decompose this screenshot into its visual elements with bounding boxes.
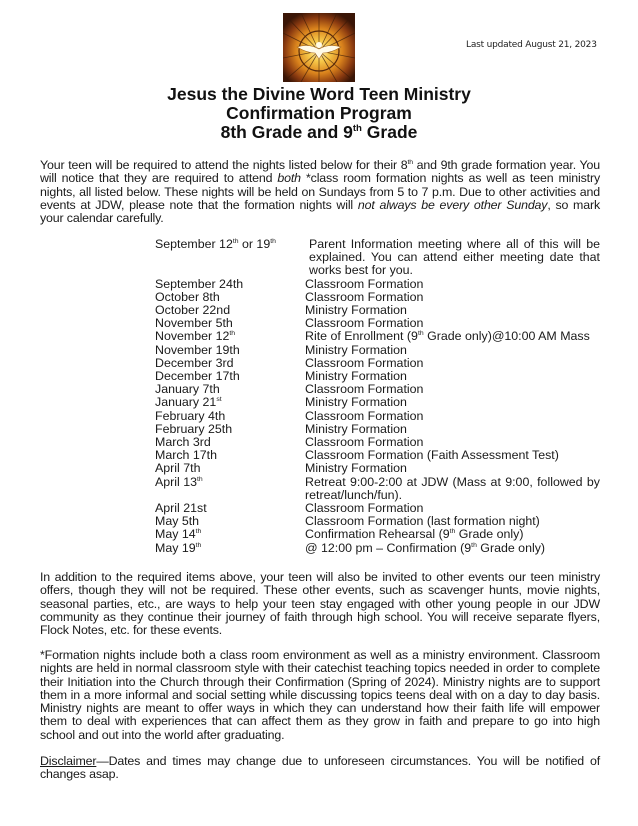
superscript: th [232, 237, 239, 245]
schedule-event [305, 476, 600, 502]
superscript: th [407, 158, 413, 166]
date-text: May 19 [155, 540, 196, 555]
date-text: February 4th [155, 408, 226, 423]
disclaimer-paragraph [40, 755, 600, 782]
event-text: Retreat 9:00-2:00 at JDW (Mass at 9:00, followed by retreat/lunch/fun). [305, 474, 600, 502]
superscript: th [449, 528, 456, 536]
superscript: st [216, 396, 222, 404]
date-text: or 19 [238, 237, 271, 251]
date-text: February 25th [155, 421, 233, 436]
date-text: December 3rd [155, 355, 234, 370]
schedule-list [155, 238, 600, 555]
event-text: Ministry Formation [305, 303, 407, 318]
event-text: Classroom Formation [305, 276, 424, 291]
intro-paragraph [40, 159, 600, 225]
schedule-date [155, 238, 305, 278]
title-ministry: Jesus the Divine Word Teen Ministry [167, 84, 471, 104]
date-text: November 19th [155, 342, 240, 357]
emphasis: not always be every other Sunday [357, 197, 548, 212]
title-grades-text: 8th Grade and 9 [220, 122, 353, 142]
intro-text: , so mark your calendar carefully. [40, 197, 600, 226]
schedule-row [155, 238, 600, 278]
event-text: Confirmation Rehearsal (9 [305, 527, 450, 542]
title-program: Confirmation Program [226, 103, 412, 123]
intro-text: and 9th grade formation year. You will notice that they are required to attend [40, 158, 600, 186]
date-text: May 14 [155, 527, 196, 542]
superscript: th [195, 528, 202, 536]
date-text: September 12 [155, 237, 233, 251]
event-text: Classroom Formation [305, 316, 424, 331]
superscript: th [195, 541, 202, 549]
title-grades-text: Grade [361, 122, 418, 142]
event-text: Classroom Formation [305, 435, 424, 450]
event-text: Ministry Formation [305, 369, 407, 384]
superscript: th [352, 123, 362, 135]
date-text: April 7th [155, 461, 201, 476]
event-text: Rite of Enrollment (9 [305, 329, 418, 344]
event-text: Grade only) [455, 527, 524, 542]
schedule-row [155, 542, 600, 555]
last-updated-date: Last updated August 21, 2023 [466, 40, 597, 50]
schedule-event [305, 542, 600, 555]
title-grades [0, 123, 638, 142]
intro-text: *class room formation nights as well as teen ministry nights, all listed below. These nights will be held on Sundays from 5 to 7 p.m. Due to other activities and events at JDW, please note that the formation nights will [40, 171, 600, 212]
schedule-row [155, 476, 600, 502]
event-text: Classroom Formation [305, 408, 424, 423]
date-text: January 21 [155, 395, 217, 410]
superscript: th [471, 541, 477, 549]
document-title [0, 85, 638, 142]
disclaimer-label: Disclaimer [40, 754, 97, 768]
event-text: Classroom Formation (last formation night) [305, 514, 540, 529]
date-text: November 12 [155, 329, 230, 344]
date-text: September 24th [155, 276, 244, 291]
superscript: th [417, 330, 424, 338]
disclaimer-text: —Dates and times may change due to unforeseen circumstances. You will be notified of changes asap. [40, 754, 600, 782]
superscript: th [197, 475, 203, 483]
additional-events-paragraph: In addition to the required items above, your teen will also be invited to other events our teen ministry offers, though they will not be required. These other events, such as scavenger hunts, movie nights, seasonal parties, etc., are ways to help your teen stay engaged with other young people in our JDW community as they continue their journey of faith through high school. You will receive separate flyers, Flock Notes, etc. for these events. [40, 570, 600, 638]
date-text: December 17th [155, 369, 240, 384]
schedule-event [305, 238, 600, 278]
formation-note-paragraph: *Formation nights include both a class room environment as well as a ministry environment. Classroom nights are held in normal classroom style with their catechist teaching topics needed in order to complete their Initiation into the Church through their Confirmation (Spring of 2024). Ministry nights are to support them in a more informal and social setting while discussing topics teens deal with on a day to day basis. Ministry nights are meant to offer ways in which they can understand how their faith life will empower them to deal with experiences that can affect them as they grow in faith and prepare to go into high school and out into the world after graduating. [40, 648, 600, 742]
event-text: Classroom Formation [305, 382, 424, 397]
event-text: Parent Information meeting where all of this will be explained. You can attend either meeting date that works best for you. [309, 237, 600, 278]
event-text: Classroom Formation [305, 289, 424, 304]
date-text: April 21st [155, 501, 207, 516]
date-text: April 13 [155, 474, 198, 489]
date-text: March 17th [155, 448, 217, 463]
date-text: March 3rd [155, 435, 211, 450]
event-text: Ministry Formation [305, 461, 407, 476]
event-text: Ministry Formation [305, 395, 407, 410]
event-text: @ 12:00 pm – Confirmation (9 [305, 540, 472, 555]
schedule-date [155, 542, 305, 555]
event-text: Classroom Formation (Faith Assessment Test) [305, 448, 559, 463]
event-text: Grade only)@10:00 AM Mass [423, 329, 590, 344]
event-text: Grade only) [476, 540, 546, 555]
event-text: Classroom Formation [305, 355, 424, 370]
date-text: October 22nd [155, 303, 231, 318]
superscript: th [270, 237, 276, 245]
intro-text: Your teen will be required to attend the nights listed below for their 8 [40, 158, 408, 172]
event-text: Ministry Formation [305, 342, 407, 357]
date-text: January 7th [155, 382, 220, 397]
date-text: October 8th [155, 289, 220, 304]
holy-spirit-dove-logo [283, 13, 355, 82]
event-text: Classroom Formation [305, 501, 424, 516]
superscript: th [229, 330, 236, 338]
emphasis: both [277, 171, 301, 186]
event-text: Ministry Formation [305, 421, 407, 436]
date-text: May 5th [155, 514, 200, 529]
date-text: November 5th [155, 316, 233, 331]
schedule-date [155, 476, 305, 502]
